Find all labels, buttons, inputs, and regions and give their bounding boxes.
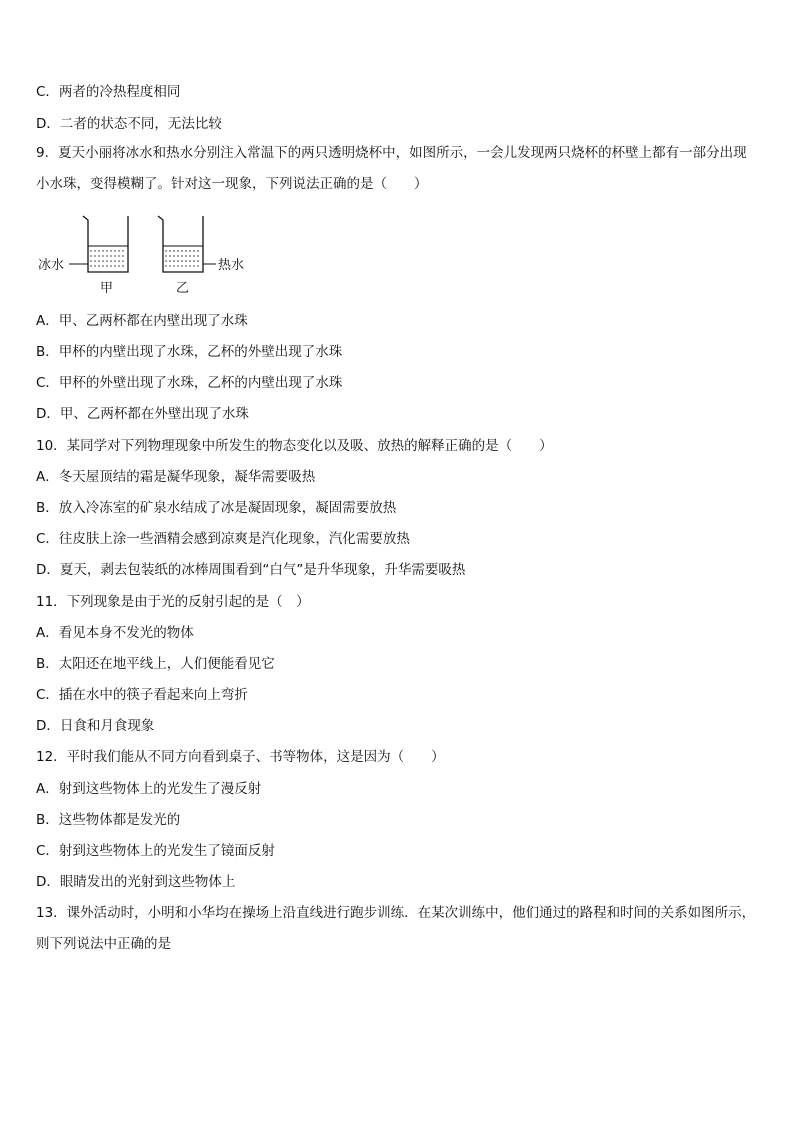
question-11-stem: 11．下列现象是由于光的反射引起的是（ ） bbox=[36, 594, 310, 610]
beaker-right bbox=[158, 216, 216, 272]
option-line: A．冬天屋顶结的霜是凝华现象，凝华需要吸热 bbox=[36, 469, 316, 485]
option-line: B．甲杯的内壁出现了水珠，乙杯的外壁出现了水珠 bbox=[36, 344, 343, 360]
label-ice-water: 冰水 bbox=[38, 258, 65, 273]
question-10-stem: 10．某同学对下列物理现象中所发生的物态变化以及吸、放热的解释正确的是（ ） bbox=[36, 438, 553, 454]
option-line: A．射到这些物体上的光发生了漫反射 bbox=[36, 781, 262, 797]
option-line: D．眼睛发出的光射到这些物体上 bbox=[36, 874, 236, 890]
option-line: D．日食和月食现象 bbox=[36, 718, 155, 734]
beaker-left bbox=[69, 216, 128, 272]
option-line: C．插在水中的筷子看起来向上弯折 bbox=[36, 687, 248, 703]
option-line: A．甲、乙两杯都在内壁出现了水珠 bbox=[36, 313, 248, 329]
option-line: C．两者的冷热程度相同 bbox=[36, 84, 181, 100]
label-cup-yi: 乙 bbox=[176, 281, 190, 296]
label-hot-water: 热水 bbox=[218, 258, 245, 273]
option-line: D．夏天，剥去包装纸的冰棒周围看到“白气”是升华现象，升华需要吸热 bbox=[36, 562, 466, 578]
option-line: C．往皮肤上涂一些酒精会感到凉爽是汽化现象，汽化需要放热 bbox=[36, 531, 410, 547]
option-line: B．这些物体都是发光的 bbox=[36, 812, 181, 828]
option-line: C．射到这些物体上的光发生了镜面反射 bbox=[36, 843, 275, 859]
option-line: D．甲、乙两杯都在外壁出现了水珠 bbox=[36, 406, 249, 422]
option-line: B．太阳还在地平线上，人们便能看见它 bbox=[36, 656, 275, 672]
option-line: D．二者的状态不同，无法比较 bbox=[36, 116, 222, 132]
option-line: B．放入冷冻室的矿泉水结成了冰是凝固现象，凝固需要放热 bbox=[36, 500, 397, 516]
label-cup-jia: 甲 bbox=[100, 281, 114, 296]
beakers-figure bbox=[36, 206, 256, 301]
question-9-stem: 9．夏天小丽将冰水和热水分别注入常温下的两只透明烧杯中，如图所示，一会儿发现两只烧杯的杯壁上都有一部分出现小水珠，变得模糊了。针对这一现象，下列说法正确的是（ ） bbox=[36, 145, 747, 192]
option-line: A．看见本身不发光的物体 bbox=[36, 625, 194, 641]
question-13-stem: 13．课外活动时，小明和小华均在操场上沿直线进行跑步训练．在某次训练中，他们通过的路程和时间的关系如图所示，则下列说法中正确的是 bbox=[36, 905, 756, 952]
option-line: C．甲杯的外壁出现了水珠，乙杯的内壁出现了水珠 bbox=[36, 375, 343, 391]
question-12-stem: 12．平时我们能从不同方向看到桌子、书等物体，这是因为（ ） bbox=[36, 749, 445, 765]
